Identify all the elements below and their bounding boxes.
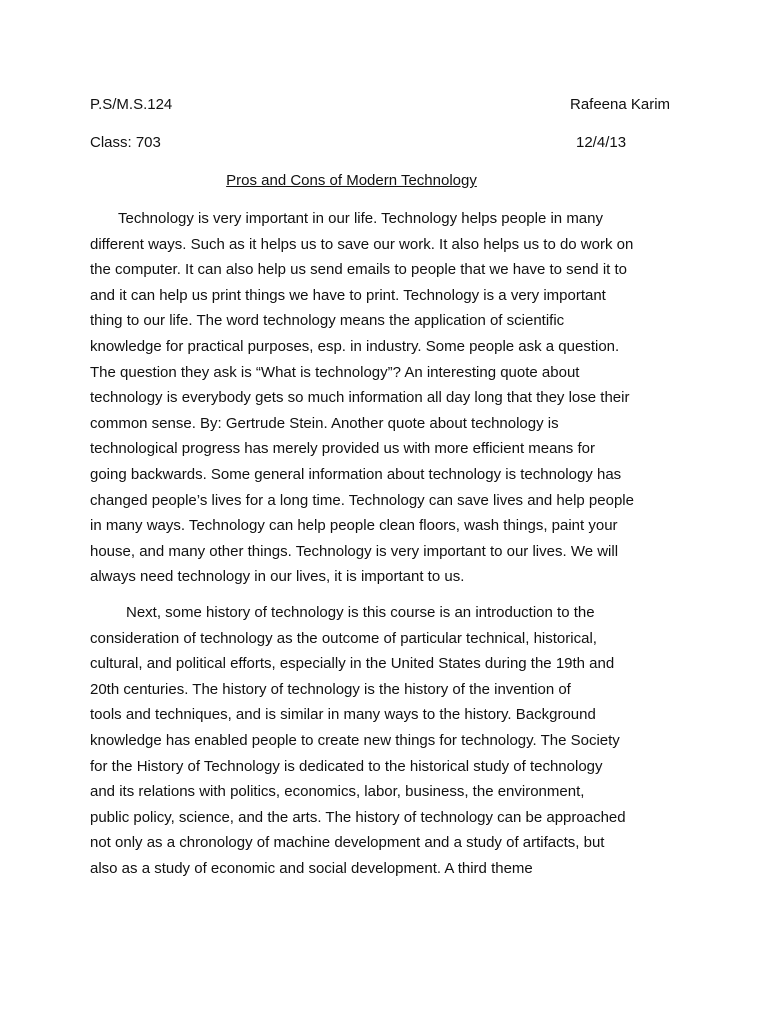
paragraph-line: knowledge for practical purposes, esp. in industry. Some people ask a question. [90,337,620,355]
paragraph-line: also as a study of economic and social development. A third theme [90,859,533,877]
paragraph-line: knowledge has enabled people to create new things for technology. The Society [90,731,620,749]
paragraph [90,600,682,882]
paragraph-line: technological progress has merely provided us with more efficient means for [90,440,595,458]
school-name: P.S/M.S.124 [90,96,173,113]
paragraph-line: for the History of Technology is dedicated to the historical study of technology [90,757,603,775]
paragraph [90,206,682,590]
paragraph-line: Next, some history of technology is this course is an introduction to the [126,604,595,621]
class-label: Class: 703 [90,134,161,151]
paragraph-line: technology is everybody gets so much information all day long that they lose their [90,389,630,407]
paragraph-line: The question they ask is “What is technology”? An interesting quote about [90,363,580,381]
paragraph-line: different ways. Such as it helps us to save our work. It also helps us to do work on [90,235,634,253]
paragraph-line: public policy, science, and the arts. The history of technology can be approached [90,808,626,826]
document-title: Pros and Cons of Modern Technology [226,172,477,189]
paragraph-line: and its relations with politics, economics, labor, business, the environment, [90,783,585,801]
paragraph-line: not only as a chronology of machine development and a study of artifacts, but [90,834,605,852]
paragraph-line: cultural, and political efforts, especially in the United States during the 19th and [90,655,615,673]
paragraph-line: common sense. By: Gertrude Stein. Another quote about technology is [90,414,559,432]
paragraph-line: house, and many other things. Technology is very important to our lives. We will [90,542,619,560]
paragraph-line: tools and techniques, and is similar in many ways to the history. Background [90,706,596,724]
paragraph-line: and it can help us print things we have to print. Technology is a very important [90,286,606,304]
author-name: Rafeena Karim [570,96,671,113]
paragraph-line: Technology is very important in our life. Technology helps people in many [118,210,603,227]
paragraph-line: going backwards. Some general information about technology is technology has [90,465,622,483]
paragraph-line: always need technology in our lives, it is important to us. [90,568,465,586]
paragraph-line: consideration of technology as the outcome of particular technical, historical, [90,629,597,647]
paragraph-line: in many ways. Technology can help people clean floors, wash things, paint your [90,517,618,535]
paragraph-line: 20th centuries. The history of technology is the history of the invention of [90,680,571,698]
paragraph-line: changed people’s lives for a long time. Technology can save lives and help people [90,491,634,509]
paragraph-line: thing to our life. The word technology means the application of scientific [90,312,565,330]
paragraph-line: the computer. It can also help us send emails to people that we have to send it to [90,261,627,279]
document-date: 12/4/13 [576,134,627,151]
